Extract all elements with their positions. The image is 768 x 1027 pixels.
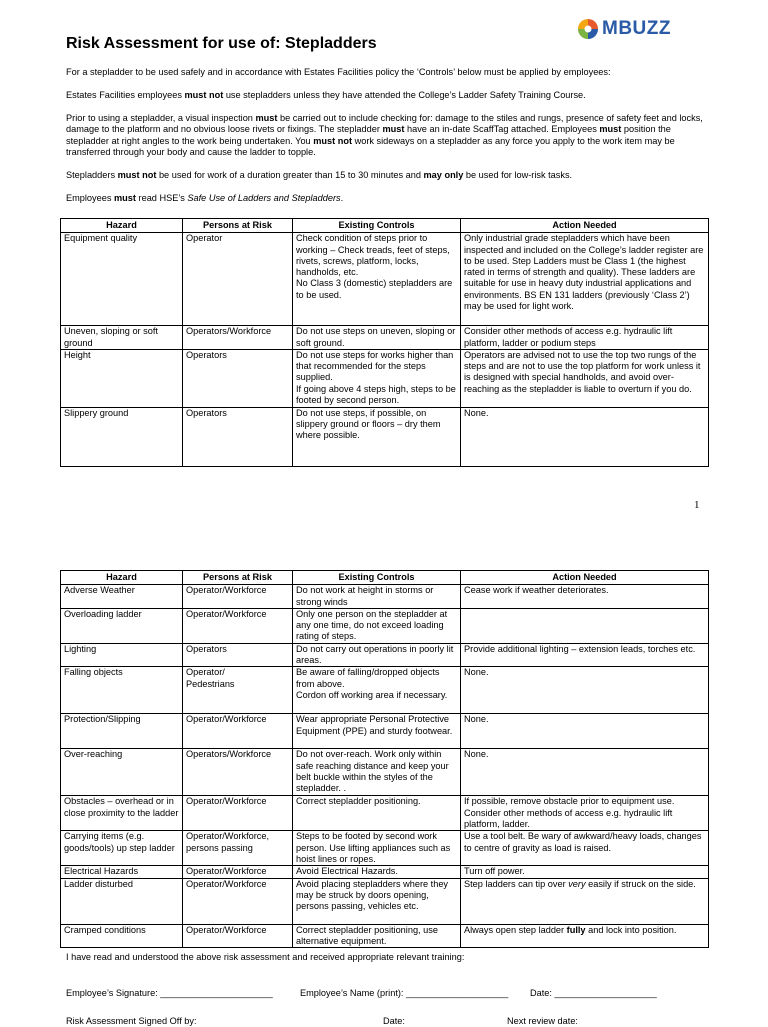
cell-hazard: Height xyxy=(61,349,183,407)
logo-text: MBUZZ xyxy=(602,18,671,39)
cell-hazard: Equipment quality xyxy=(61,233,183,326)
mbuzz-logo xyxy=(577,16,671,42)
cell-controls: Avoid Electrical Hazards. xyxy=(293,866,461,878)
cell-controls: Do not use steps for works higher than that recommended for the steps supplied. If going above 4 steps high, steps to be footed by second person. xyxy=(293,349,461,407)
table-row xyxy=(61,407,709,466)
globe-logo-icon xyxy=(577,18,599,40)
cell-persons: Operator xyxy=(183,233,293,326)
cell-action: None. xyxy=(461,667,709,714)
table-row xyxy=(61,878,709,924)
cell-controls: Do not work at height in storms or strong winds xyxy=(293,585,461,609)
cell-hazard: Carrying items (e.g. goods/tools) up step ladder xyxy=(61,831,183,866)
table-row xyxy=(61,349,709,407)
employee-name-line: Employee’s Name (print): ____________________ xyxy=(300,988,509,998)
cell-action: Only industrial grade stepladders which have been inspected and included on the College’s ladder register are to be used. Step Ladders must be Class 1 (the highest rated in terms of strength and quality). These ladders are suitable for use in heavy duty industrial applications and environments. BS EN 131 ladders (previously ‘Class 2’) may be used for light work. xyxy=(461,233,709,326)
table-row xyxy=(61,608,709,643)
cell-hazard: Slippery ground xyxy=(61,407,183,466)
table-row xyxy=(61,667,709,714)
header-persons-at-risk: Persons at Risk xyxy=(183,571,293,585)
table-header-row xyxy=(61,571,709,585)
risk-table-2 xyxy=(60,570,709,948)
cell-action: Always open step ladder fully and lock into position. xyxy=(461,924,709,948)
table-row xyxy=(61,233,709,326)
intro-paragraph-1: For a stepladder to be used safely and in accordance with Estates Facilities policy the ‘Controls’ below must be applied by employees: xyxy=(66,67,611,77)
cell-action: Turn off power. xyxy=(461,866,709,878)
cell-controls: Check condition of steps prior to working – Check treads, feet of steps, rivets, screws, platform, locks, handholds, etc. No Class 3 (domestic) stepladders are to be used. xyxy=(293,233,461,326)
cell-controls: Steps to be footed by second work person. Use lifting appliances such as hoist lines or ropes. xyxy=(293,831,461,866)
cell-persons: Operators xyxy=(183,349,293,407)
header-persons-at-risk: Persons at Risk xyxy=(183,219,293,233)
cell-persons: Operator/Workforce xyxy=(183,714,293,749)
intro-paragraph-3: Prior to using a stepladder, a visual inspection must be carried out to include checking for: damage to the stiles and rungs, presence of safety feet and locks, damage to the platform and no obvious loose rivets or fixings. The stepladder must have an in-date ScaffTag attached. Employees must position the stepladder at right angles to the work being undertaken. You must not work sideways on a stepladder as any force you apply to the work item may be transferred through your body and cause the ladder to topple. xyxy=(66,113,703,157)
cell-persons: Operator/Workforce xyxy=(183,878,293,924)
cell-action: Cease work if weather deteriorates. xyxy=(461,585,709,609)
cell-persons: Operators xyxy=(183,407,293,466)
intro-paragraph-2: Estates Facilities employees must not use stepladders unless they have attended the College’s Ladder Safety Training Course. xyxy=(66,90,586,100)
header-existing-controls: Existing Controls xyxy=(293,219,461,233)
cell-hazard: Ladder disturbed xyxy=(61,878,183,924)
cell-persons: Operators xyxy=(183,643,293,667)
cell-persons: Operator/Workforce xyxy=(183,796,293,831)
table-header-row xyxy=(61,219,709,233)
cell-action: None. xyxy=(461,407,709,466)
intro-paragraph-5: Employees must read HSE’s Safe Use of Ladders and Stepladders. xyxy=(66,193,344,203)
page-number: 1 xyxy=(694,499,700,511)
cell-hazard: Cramped conditions xyxy=(61,924,183,948)
signed-off-label: Risk Assessment Signed Off by: xyxy=(66,1016,197,1026)
table-row xyxy=(61,749,709,796)
cell-controls: Correct stepladder positioning, use alternative equipment. xyxy=(293,924,461,948)
cell-controls: Correct stepladder positioning. xyxy=(293,796,461,831)
cell-hazard: Adverse Weather xyxy=(61,585,183,609)
employee-signature-line: Employee’s Signature: ______________________ xyxy=(66,988,273,998)
cell-action: Operators are advised not to use the top two rungs of the steps and are not to use the top platform for work unless it is designed with special handholds, and avoid over-reaching as the stepladder is liable to overturn if you do. xyxy=(461,349,709,407)
cell-action: Provide additional lighting – extension leads, torches etc. xyxy=(461,643,709,667)
table-row xyxy=(61,714,709,749)
header-action-needed: Action Needed xyxy=(461,571,709,585)
cell-persons: Operator/Workforce, persons passing xyxy=(183,831,293,866)
header-hazard: Hazard xyxy=(61,219,183,233)
cell-persons: Operators/Workforce xyxy=(183,326,293,350)
cell-persons: Operator/Workforce xyxy=(183,866,293,878)
cell-controls: Do not carry out operations in poorly lit areas. xyxy=(293,643,461,667)
table-row xyxy=(61,643,709,667)
page-title: Risk Assessment for use of: Stepladders xyxy=(66,35,377,52)
cell-persons: Operator/Workforce xyxy=(183,585,293,609)
table-row xyxy=(61,796,709,831)
cell-persons: Operator/Workforce xyxy=(183,608,293,643)
cell-action: None. xyxy=(461,749,709,796)
cell-controls: Do not over-reach. Work only within safe reaching distance and keep your belt buckle within the styles of the stepladder. . xyxy=(293,749,461,796)
cell-hazard: Obstacles – overhead or in close proximity to the ladder xyxy=(61,796,183,831)
cell-persons: Operators/Workforce xyxy=(183,749,293,796)
cell-controls: Avoid placing stepladders where they may be struck by doors opening, persons passing, vehicles etc. xyxy=(293,878,461,924)
risk-table-1 xyxy=(60,218,709,467)
cell-action: None. xyxy=(461,714,709,749)
cell-controls: Do not use steps on uneven, sloping or soft ground. xyxy=(293,326,461,350)
cell-hazard: Uneven, sloping or soft ground xyxy=(61,326,183,350)
cell-hazard: Overloading ladder xyxy=(61,608,183,643)
cell-action: Consider other methods of access e.g. hydraulic lift platform, ladder or podium steps xyxy=(461,326,709,350)
next-review-date-label: Next review date: xyxy=(507,1016,578,1026)
signed-off-date-label: Date: xyxy=(383,1016,405,1026)
table-row xyxy=(61,924,709,948)
table-row xyxy=(61,326,709,350)
cell-action: Use a tool belt. Be wary of awkward/heavy loads, changes to centre of gravity as load is raised. xyxy=(461,831,709,866)
cell-hazard: Falling objects xyxy=(61,667,183,714)
cell-hazard: Over-reaching xyxy=(61,749,183,796)
cell-controls: Do not use steps, if possible, on slippery ground or floors – dry them where possible. xyxy=(293,407,461,466)
training-statement: I have read and understood the above risk assessment and received appropriate relevant training: xyxy=(66,952,465,962)
table2-body xyxy=(61,585,709,948)
cell-action: Step ladders can tip over very easily if struck on the side. xyxy=(461,878,709,924)
cell-hazard: Electrical Hazards xyxy=(61,866,183,878)
cell-controls: Be aware of falling/dropped objects from above. Cordon off working area if necessary. xyxy=(293,667,461,714)
intro-paragraph-4: Stepladders must not be used for work of a duration greater than 15 to 30 minutes and may only be used for low-risk tasks. xyxy=(66,170,573,180)
table-row xyxy=(61,866,709,878)
header-hazard: Hazard xyxy=(61,571,183,585)
cell-hazard: Protection/Slipping xyxy=(61,714,183,749)
cell-persons: Operator/Workforce xyxy=(183,924,293,948)
cell-controls: Wear appropriate Personal Protective Equipment (PPE) and sturdy footwear. xyxy=(293,714,461,749)
cell-controls: Only one person on the stepladder at any one time, do not exceed loading rating of steps. xyxy=(293,608,461,643)
date-line: Date: ____________________ xyxy=(530,988,657,998)
cell-hazard: Lighting xyxy=(61,643,183,667)
header-existing-controls: Existing Controls xyxy=(293,571,461,585)
cell-persons: Operator/ Pedestrians xyxy=(183,667,293,714)
table-row xyxy=(61,585,709,609)
header-action-needed: Action Needed xyxy=(461,219,709,233)
cell-action: If possible, remove obstacle prior to equipment use. Consider other methods of access e.g. hydraulic lift platform, ladder. xyxy=(461,796,709,831)
table-row xyxy=(61,831,709,866)
cell-action xyxy=(461,608,709,643)
